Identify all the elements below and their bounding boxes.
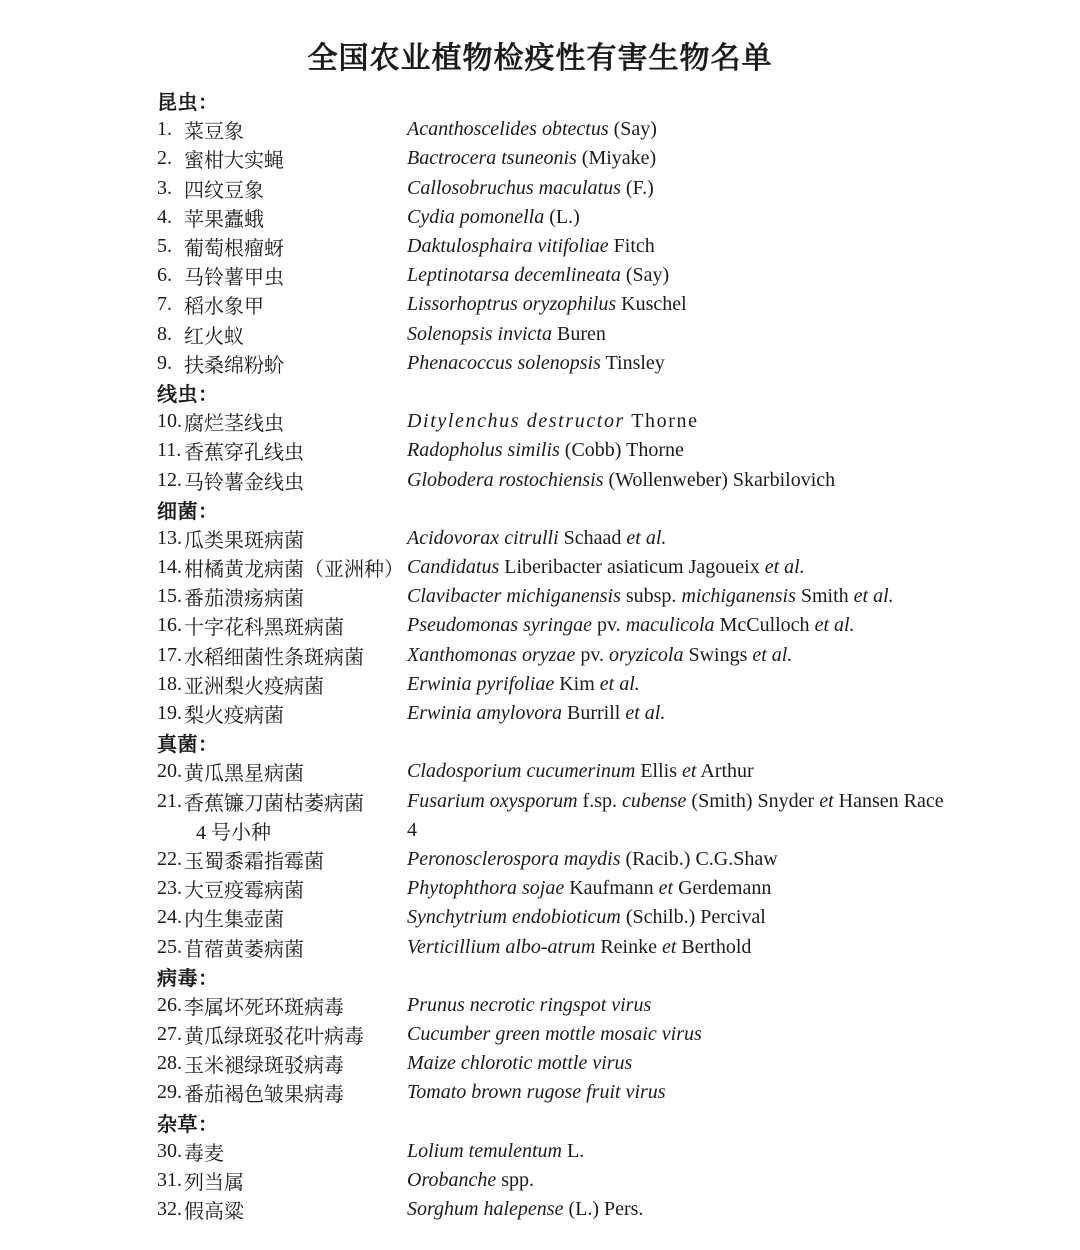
entry-name-cn: 亚洲梨火疫病菌	[184, 675, 324, 698]
entry-name-cn: 毒麦	[184, 1142, 224, 1165]
list-item	[157, 1049, 1050, 1078]
entry-number: 30.	[157, 1139, 182, 1162]
entry-name-latin	[407, 206, 1050, 229]
latin-regular-segment: Kim	[554, 672, 600, 695]
latin-regular-segment: Gerdemann	[673, 877, 772, 900]
latin-italic-segment: Synchytrium endobioticum	[407, 906, 621, 929]
latin-italic-segment: Solenopsis invicta	[407, 322, 552, 345]
latin-regular-segment: (Racib.) C.G.Shaw	[620, 847, 778, 870]
entry-number: 11.	[157, 439, 182, 462]
latin-italic-segment: Xanthomonas oryzae	[407, 643, 576, 666]
list-item	[157, 757, 1050, 786]
entry-name-cn: 番茄褐色皱果病毒	[184, 1084, 344, 1107]
latin-italic-segment: Erwinia amylovora	[407, 702, 562, 725]
list-item	[157, 232, 1050, 261]
list-item	[157, 290, 1050, 319]
entry-number: 29.	[157, 1081, 182, 1104]
latin-regular-segment: (L.)	[544, 205, 580, 228]
latin-italic-segment: Cladosporium cucumerinum	[407, 760, 636, 783]
entry-number: 5.	[157, 235, 172, 258]
entry-name-cn: 内生集壶菌	[184, 909, 284, 932]
list-item	[157, 641, 1050, 670]
latin-italic-segment: Clavibacter michiganensis	[407, 585, 621, 608]
entry-name-latin	[407, 556, 1050, 579]
entry-name-latin	[407, 994, 1050, 1017]
latin-italic-segment: Erwinia pyrifoliae	[407, 672, 555, 695]
latin-italic-segment: Candidatus	[407, 556, 500, 579]
latin-regular-segment: Fitch	[608, 235, 655, 258]
entry-name-cn: 马铃薯金线虫	[184, 471, 304, 494]
entry-name-cn: 香蕉穿孔线虫	[184, 442, 304, 465]
latin-regular-segment: Liberibacter asiaticum Jagoueix	[499, 556, 765, 579]
latin-italic-segment: Cucumber green mottle mosaic virus	[407, 1023, 702, 1046]
latin-italic-segment: et al.	[626, 526, 667, 549]
latin-italic-segment: Lolium temulentum	[407, 1139, 562, 1162]
latin-regular-segment: (Miyake)	[576, 147, 657, 170]
entry-name-cn: 菜豆象	[184, 121, 244, 144]
entry-name-cn: 瓜类果斑病菌	[184, 529, 304, 552]
latin-italic-segment: Bactrocera tsuneonis	[407, 147, 577, 170]
latin-regular-segment: Hansen Race	[833, 789, 944, 812]
latin-italic-segment: et al.	[625, 702, 666, 725]
latin-italic-segment: Daktulosphaira vitifoliae	[407, 235, 609, 258]
entry-name-latin	[407, 439, 1050, 462]
list-item	[157, 611, 1050, 640]
entry-name-latin	[407, 673, 1050, 696]
latin-regular-segment: (Say)	[620, 264, 670, 287]
entry-name-cn: 马铃薯甲虫	[184, 267, 284, 290]
latin-italic-segment: et al.	[853, 585, 894, 608]
latin-italic-segment: et al.	[814, 614, 855, 637]
entry-name-latin	[407, 147, 1050, 170]
entry-name-latin	[407, 1169, 1050, 1192]
latin-regular-segment: pv.	[575, 643, 610, 666]
list-item	[157, 1195, 1050, 1224]
latin-regular-segment: Reinke	[595, 935, 662, 958]
entry-name-cn: 玉蜀黍霜指霉菌	[184, 850, 324, 873]
latin-italic-segment: michiganensis	[681, 585, 796, 608]
entry-name-latin	[407, 1081, 1050, 1104]
latin-italic-segment: oryzicola	[609, 643, 684, 666]
entry-number: 22.	[157, 847, 182, 870]
list-item	[157, 1137, 1050, 1166]
entry-number: 6.	[157, 264, 172, 287]
latin-italic-segment: Phenacoccus solenopsis	[407, 351, 601, 374]
entry-name-latin	[407, 410, 1050, 433]
entry-number: 31.	[157, 1169, 182, 1192]
list-item	[157, 670, 1050, 699]
entry-name-cn: 香蕉镰刀菌枯萎病菌	[184, 792, 364, 815]
entry-name-cn: 扶桑绵粉蚧	[184, 354, 284, 377]
latin-regular-segment: spp.	[496, 1169, 535, 1192]
entry-number: 9.	[157, 351, 172, 374]
entry-name-latin	[407, 323, 1050, 346]
entry-number: 2.	[157, 147, 172, 170]
entry-name-latin	[407, 1023, 1050, 1046]
latin-regular-segment: Tinsley	[600, 351, 665, 374]
list-item	[157, 1020, 1050, 1049]
entry-name-latin	[407, 235, 1050, 258]
entry-name-latin	[407, 118, 1050, 141]
latin-italic-segment: et	[661, 935, 677, 958]
entry-name-cn: 列当属	[184, 1172, 244, 1195]
list-item	[157, 465, 1050, 494]
latin-italic-segment: Lissorhoptrus oryzophilus	[407, 293, 617, 316]
latin-italic-segment: Phytophthora sojae	[407, 877, 565, 900]
latin-regular-segment: Burrill	[562, 702, 626, 725]
latin-italic-segment: Maize chlorotic mottle virus	[407, 1052, 633, 1075]
page-title: 全国农业植物检疫性有害生物名单	[307, 42, 773, 75]
section-header: 杂草：	[157, 1113, 219, 1136]
entry-name-cn: 四纹豆象	[184, 179, 264, 202]
latin-regular-segment: Arthur	[696, 760, 754, 783]
latin-italic-segment: Acanthoscelides obtectus	[407, 118, 609, 141]
latin-regular-segment: Ellis	[635, 760, 682, 783]
entry-name-latin	[407, 1052, 1050, 1075]
entry-name-cn: 红火蚁	[184, 325, 244, 348]
section-header: 病毒：	[157, 967, 219, 990]
latin-regular-segment: (Schilb.) Percival	[620, 906, 766, 929]
latin-italic-segment: Peronosclerospora maydis	[407, 847, 621, 870]
entry-number: 18.	[157, 672, 182, 695]
section-header: 细菌：	[157, 500, 219, 523]
entry-name-cn: 水稻细菌性条斑病菌	[184, 646, 364, 669]
latin-regular-segment: Smith	[795, 585, 854, 608]
latin-italic-segment: Leptinotarsa decemlineata	[407, 264, 621, 287]
latin-italic-segment: Tomato brown rugose fruit virus	[407, 1081, 666, 1104]
list-item-continuation	[157, 816, 1050, 845]
latin-regular-segment: Thorne	[624, 410, 699, 433]
section-header: 真菌：	[157, 734, 219, 757]
list-item	[157, 874, 1050, 903]
list-item	[157, 699, 1050, 728]
latin-regular-segment: Kaufmann	[564, 877, 659, 900]
latin-italic-segment: Prunus necrotic ringspot virus	[407, 993, 652, 1016]
entry-name-cn: 4 号小种	[196, 821, 271, 844]
entry-name-latin	[407, 936, 1050, 959]
list-item	[157, 991, 1050, 1020]
entry-number: 15.	[157, 585, 182, 608]
latin-regular-segment: McCulloch	[714, 614, 815, 637]
latin-regular-segment: subsp.	[620, 585, 682, 608]
latin-regular-segment: (Smith) Snyder	[686, 789, 820, 812]
list-item	[157, 845, 1050, 874]
list-item	[157, 787, 1050, 816]
entry-number: 26.	[157, 993, 182, 1016]
entry-name-latin	[407, 177, 1050, 200]
entry-number: 4.	[157, 205, 172, 228]
entry-name-latin	[407, 293, 1050, 316]
entry-number: 1.	[157, 118, 172, 141]
entry-name-cn: 苹果蠹蛾	[184, 208, 264, 231]
entry-number: 19.	[157, 702, 182, 725]
entry-name-latin	[407, 585, 1050, 608]
entry-number: 32.	[157, 1198, 182, 1221]
list-item	[157, 1078, 1050, 1107]
entry-number: 12.	[157, 468, 182, 491]
latin-italic-segment: et	[658, 877, 674, 900]
entry-name-latin	[407, 264, 1050, 287]
latin-italic-segment: Radopholus similis	[407, 439, 560, 462]
latin-regular-segment: (F.)	[620, 176, 654, 199]
entry-name-cn: 蜜柑大实蝇	[184, 150, 284, 173]
latin-regular-segment: Buren	[551, 322, 606, 345]
latin-regular-segment: pv.	[591, 614, 626, 637]
entry-name-latin	[407, 848, 1050, 871]
entry-name-cn: 黄瓜黑星病菌	[184, 763, 304, 786]
entry-number: 27.	[157, 1023, 182, 1046]
list-item	[157, 407, 1050, 436]
entry-name-latin	[407, 702, 1050, 725]
latin-italic-segment: et al.	[599, 672, 640, 695]
entry-number: 21.	[157, 789, 182, 812]
latin-regular-segment: Berthold	[676, 935, 752, 958]
entry-number: 23.	[157, 877, 182, 900]
entry-number: 28.	[157, 1052, 182, 1075]
entry-name-latin	[407, 1198, 1050, 1221]
entry-number: 3.	[157, 176, 172, 199]
list-item	[157, 553, 1050, 582]
section-header: 线虫：	[157, 383, 219, 406]
list-item	[157, 203, 1050, 232]
entry-name-cn: 假高粱	[184, 1201, 244, 1224]
entry-name-cn: 李属坏死环斑病毒	[184, 996, 344, 1019]
latin-regular-segment: 4	[407, 818, 417, 841]
entry-name-latin	[407, 819, 1050, 842]
entry-number: 20.	[157, 760, 182, 783]
entry-number: 10.	[157, 410, 182, 433]
entry-name-latin	[407, 527, 1050, 550]
latin-italic-segment: et	[682, 760, 697, 783]
list-item	[157, 436, 1050, 465]
section-header: 昆虫：	[157, 92, 219, 115]
entry-name-cn: 苜蓿黄萎病菌	[184, 938, 304, 961]
pest-list	[157, 86, 1050, 1224]
entry-name-latin	[407, 760, 1050, 783]
latin-italic-segment: et	[819, 789, 834, 812]
latin-italic-segment: maculicola	[625, 614, 715, 637]
list-item	[157, 174, 1050, 203]
entry-name-cn: 柑橘黄龙病菌（亚洲种）	[184, 559, 404, 582]
entry-name-cn: 大豆疫霉病菌	[184, 880, 304, 903]
latin-italic-segment: Orobanche	[407, 1169, 497, 1192]
entry-number: 7.	[157, 293, 172, 316]
entry-name-cn: 玉米褪绿斑驳病毒	[184, 1055, 344, 1078]
entry-name-cn: 梨火疫病菌	[184, 705, 284, 728]
latin-italic-segment: Globodera rostochiensis	[407, 468, 604, 491]
entry-name-cn: 葡萄根瘤蚜	[184, 238, 284, 261]
list-item	[157, 261, 1050, 290]
latin-regular-segment: f.sp.	[577, 789, 622, 812]
latin-italic-segment: et al.	[764, 556, 805, 579]
latin-italic-segment: Callosobruchus maculatus	[407, 176, 621, 199]
latin-italic-segment: Acidovorax citrulli	[407, 526, 559, 549]
list-item	[157, 903, 1050, 932]
latin-regular-segment: Kuschel	[616, 293, 687, 316]
latin-regular-segment: (Say)	[608, 118, 657, 141]
entry-name-cn: 腐烂茎线虫	[184, 413, 284, 436]
latin-regular-segment: (Wollenweber) Skarbilovich	[603, 468, 836, 491]
list-item	[157, 524, 1050, 553]
latin-regular-segment: Schaad	[558, 526, 627, 549]
list-item	[157, 582, 1050, 611]
latin-italic-segment: Pseudomonas syringae	[407, 614, 592, 637]
latin-regular-segment: (Cobb) Thorne	[559, 439, 684, 462]
entry-name-latin	[407, 469, 1050, 492]
latin-italic-segment: cubense	[622, 789, 687, 812]
entry-name-cn: 番茄溃疡病菌	[184, 588, 304, 611]
entry-name-latin	[407, 906, 1050, 929]
entry-name-cn: 稻水象甲	[184, 296, 264, 319]
entry-name-latin	[407, 644, 1050, 667]
list-item	[157, 144, 1050, 173]
entry-name-latin	[407, 352, 1050, 375]
entry-number: 8.	[157, 322, 172, 345]
entry-name-latin	[407, 790, 1050, 813]
entry-number: 24.	[157, 906, 182, 929]
entry-number: 13.	[157, 526, 182, 549]
latin-italic-segment: Ditylenchus destructor	[407, 410, 625, 433]
entry-number: 14.	[157, 556, 182, 579]
entry-name-latin	[407, 614, 1050, 637]
list-item	[157, 932, 1050, 961]
latin-italic-segment: Fusarium oxysporum	[407, 789, 578, 812]
latin-italic-segment: et al.	[752, 643, 793, 666]
list-item	[157, 115, 1050, 144]
list-item	[157, 320, 1050, 349]
latin-regular-segment: (L.) Pers.	[563, 1198, 644, 1221]
latin-italic-segment: Verticillium albo-atrum	[407, 935, 596, 958]
latin-regular-segment: Swings	[683, 643, 753, 666]
entry-number: 17.	[157, 643, 182, 666]
entry-number: 25.	[157, 935, 182, 958]
entry-name-latin	[407, 1140, 1050, 1163]
entry-name-cn: 黄瓜绿斑驳花叶病毒	[184, 1026, 364, 1049]
entry-number: 16.	[157, 614, 182, 637]
latin-regular-segment: L.	[562, 1139, 585, 1162]
latin-italic-segment: Sorghum halepense	[407, 1198, 564, 1221]
list-item	[157, 1166, 1050, 1195]
latin-italic-segment: Cydia pomonella	[407, 205, 545, 228]
entry-name-cn: 十字花科黑斑病菌	[184, 617, 344, 640]
list-item	[157, 349, 1050, 378]
entry-name-latin	[407, 877, 1050, 900]
